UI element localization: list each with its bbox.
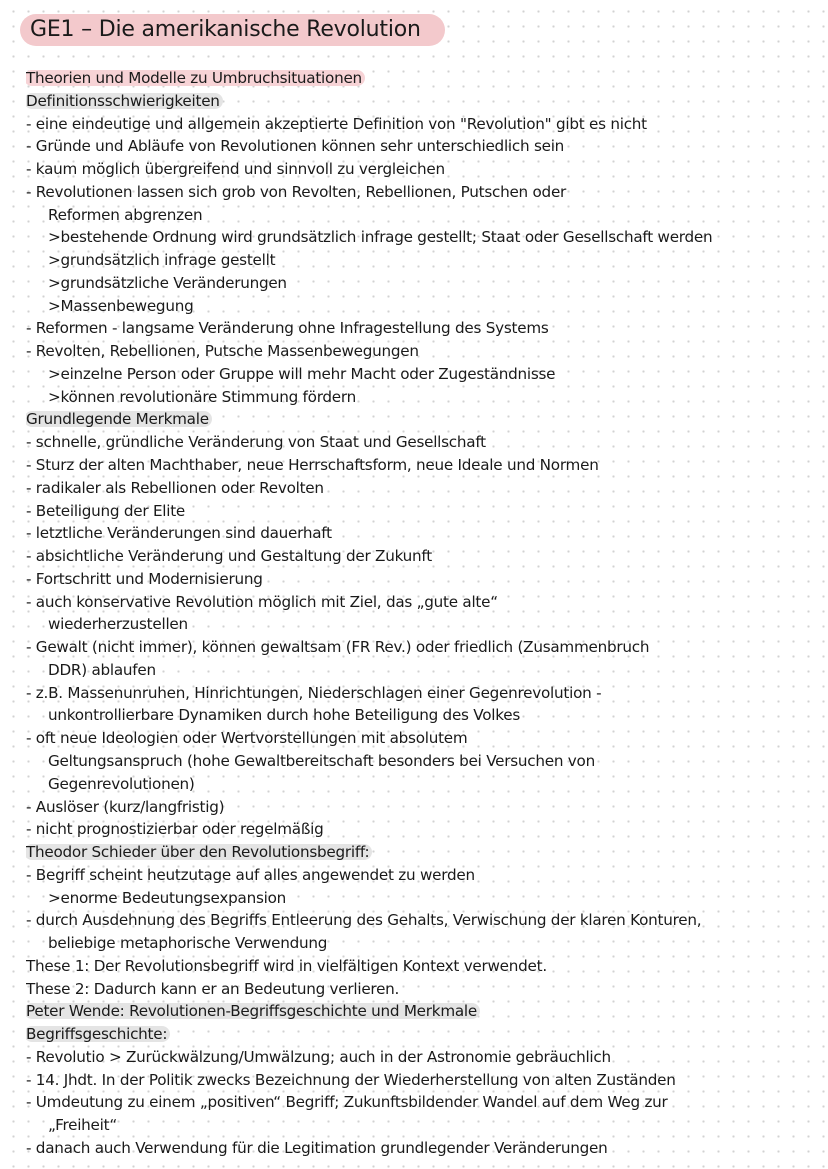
section-heading-text: Definitionsschwierigkeiten [26,93,223,109]
note-line [26,864,816,887]
note-text: - oft neue Ideologien oder Wertvorstellungen mit absolutem [26,729,468,748]
note-line [26,477,816,500]
note-line [26,522,816,545]
note-continuation-line [26,272,816,295]
note-text: „Freiheit“ [48,1116,117,1135]
note-line [26,158,816,181]
note-continuation-line [26,295,816,318]
note-line [26,135,816,158]
note-line [26,909,816,932]
note-text: - durch Ausdehnung des Begriffs Entleerung des Gehalts, Verwischung der klaren Konturen, [26,911,702,930]
notes-body [26,67,816,1160]
note-line [26,431,816,454]
note-text: - letztliche Veränderungen sind dauerhaft [26,524,332,543]
note-continuation-line [26,613,816,636]
note-text: - z.B. Massenunruhen, Hinrichtungen, Niederschlagen einer Gegenrevolution - [26,683,602,702]
note-continuation-line [26,386,816,409]
note-text: beliebige metaphorische Verwendung [48,934,328,953]
note-line [26,1046,816,1069]
note-continuation-line [26,363,816,386]
note-text: - Gewalt (nicht immer), können gewaltsam (FR Rev.) oder friedlich (Zusammenbruch [26,638,650,657]
section-heading-text: Theorien und Modelle zu Umbruchsituationen [26,70,365,86]
note-continuation-line [26,932,816,955]
note-text: - schnelle, gründliche Veränderung von Staat und Gesellschaft [26,433,486,452]
note-text: - Reformen - langsame Veränderung ohne Infragestellung des Systems [26,319,549,338]
note-text: >können revolutionäre Stimmung fördern [48,387,357,406]
note-continuation-line [26,704,816,727]
note-continuation-line [26,226,816,249]
note-text: - radikaler als Rebellionen oder Revolten [26,478,324,497]
section-heading [26,67,816,90]
note-text: - auch konservative Revolution möglich mit Ziel, das „gute alte“ [26,592,498,611]
note-text: - eine eindeutige und allgemein akzeptierte Definition von "Revolution" gibt es nicht [26,114,647,133]
note-text: - Fortschritt und Modernisierung [26,569,263,588]
note-text: - Revolten, Rebellionen, Putsche Massenbewegungen [26,342,419,361]
note-line [26,317,816,340]
note-text: - nicht prognostizierbar oder regelmäßig [26,820,324,839]
note-line [26,181,816,204]
section-heading-text: Peter Wende: Revolutionen-Begriffsgeschichte und Merkmale [26,1003,480,1019]
note-text: unkontrollierbare Dynamiken durch hohe Beteiligung des Volkes [48,706,521,725]
note-line [26,955,816,978]
note-line [26,113,816,136]
note-text: - Auslöser (kurz/langfristig) [26,797,225,816]
note-text: >bestehende Ordnung wird grundsätzlich infrage gestellt; Staat oder Gesellschaft werden [48,228,713,247]
note-text: - Revolutionen lassen sich grob von Revolten, Rebellionen, Putschen oder [26,182,567,201]
section-heading-text: Begriffsgeschichte: [26,1026,170,1042]
note-text: >grundsätzlich infrage gestellt [48,251,276,270]
note-text: - kaum möglich übergreifend und sinnvoll zu vergleichen [26,160,445,179]
note-text: Geltungsanspruch (hohe Gewaltbereitschaft besonders bei Versuchen von [48,751,595,770]
note-text: - Sturz der alten Machthaber, neue Herrschaftsform, neue Ideale und Normen [26,456,599,475]
note-line [26,591,816,614]
note-text: - 14. Jhdt. In der Politik zwecks Bezeichnung der Wiederherstellung von alten Zuständen [26,1070,676,1089]
section-heading [26,841,816,864]
note-text: >grundsätzliche Veränderungen [48,273,287,292]
note-line [26,682,816,705]
note-text: wiederherzustellen [48,615,188,634]
note-text: - Beteiligung der Elite [26,501,186,520]
note-text: DDR) ablaufen [48,660,156,679]
note-text: >einzelne Person oder Gruppe will mehr Macht oder Zugeständnisse [48,364,556,383]
note-text: These 2: Dadurch kann er an Bedeutung verlieren. [26,979,400,998]
page-title: GE1 – Die amerikanische Revolution [20,14,445,46]
note-line [26,340,816,363]
note-text: Reformen abgrenzen [48,205,203,224]
note-line [26,1091,816,1114]
note-line [26,796,816,819]
note-line [26,818,816,841]
note-continuation-line [26,1114,816,1137]
section-heading [26,1000,816,1023]
note-text: - Gründe und Abläufe von Revolutionen können sehr unterschiedlich sein [26,137,565,156]
note-text: Gegenrevolutionen) [48,774,195,793]
note-continuation-line [26,887,816,910]
note-line [26,1137,816,1160]
note-continuation-line [26,204,816,227]
note-continuation-line [26,773,816,796]
note-text: >enorme Bedeutungsexpansion [48,888,286,907]
note-line [26,568,816,591]
note-continuation-line [26,750,816,773]
section-heading [26,408,816,431]
section-heading [26,90,816,113]
note-line [26,454,816,477]
section-heading-text: Theodor Schieder über den Revolutionsbegriff: [26,844,372,860]
note-line [26,636,816,659]
note-line [26,727,816,750]
note-text: >Massenbewegung [48,296,194,315]
note-text: These 1: Der Revolutionsbegriff wird in vielfältigen Kontext verwendet. [26,956,547,975]
note-line [26,545,816,568]
note-text: - Revolutio > Zurückwälzung/Umwälzung; auch in der Astronomie gebräuchlich [26,1047,611,1066]
note-text: - Umdeutung zu einem „positiven“ Begriff; Zukunftsbildender Wandel auf dem Weg zur [26,1093,668,1112]
note-line [26,978,816,1001]
section-heading [26,1023,816,1046]
note-continuation-line [26,249,816,272]
note-text: - Begriff scheint heutzutage auf alles angewendet zu werden [26,865,475,884]
note-continuation-line [26,659,816,682]
section-heading-text: Grundlegende Merkmale [26,411,212,427]
note-text: - absichtliche Veränderung und Gestaltung der Zukunft [26,547,432,566]
note-line [26,1069,816,1092]
note-line [26,500,816,523]
note-text: - danach auch Verwendung für die Legitimation grundlegender Veränderungen [26,1138,608,1157]
